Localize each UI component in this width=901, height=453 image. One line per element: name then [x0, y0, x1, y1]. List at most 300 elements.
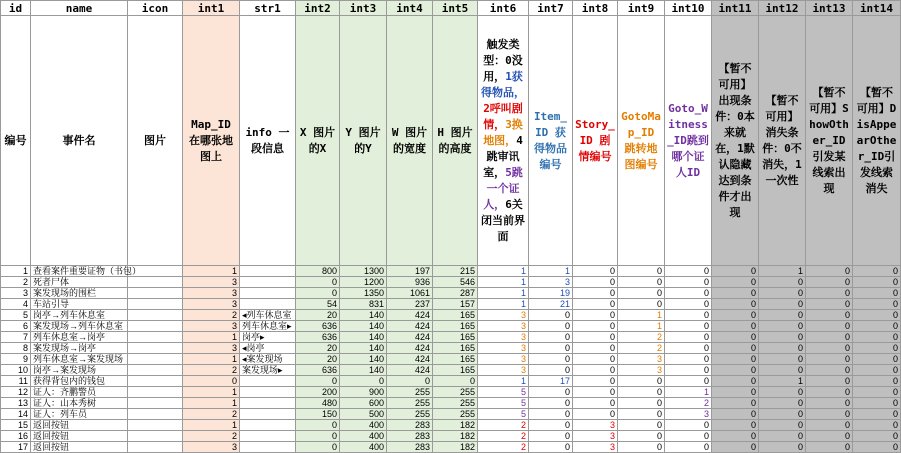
header-key-int12[interactable]: int12	[759, 1, 806, 16]
cell-int9[interactable]: 2	[618, 343, 665, 354]
cell-name[interactable]: 返回按钮	[31, 442, 128, 453]
cell-id[interactable]: 1	[1, 266, 31, 277]
cell-int7[interactable]: 21	[529, 299, 573, 310]
cell-int10[interactable]: 1	[665, 387, 712, 398]
cell-name[interactable]: 证人：齐鹏警员	[31, 387, 128, 398]
header-desc-int4[interactable]: W 图片的宽度	[387, 16, 433, 266]
cell-int12[interactable]: 0	[759, 431, 806, 442]
cell-id[interactable]: 17	[1, 442, 31, 453]
cell-int9[interactable]: 0	[618, 277, 665, 288]
cell-int5[interactable]: 546	[433, 277, 478, 288]
cell-int13[interactable]: 0	[806, 376, 853, 387]
cell-int7[interactable]: 0	[529, 332, 573, 343]
header-desc-int6[interactable]	[478, 16, 529, 266]
cell-int7[interactable]: 0	[529, 442, 573, 453]
header-key-int6[interactable]: int6	[478, 1, 529, 16]
cell-int13[interactable]: 0	[806, 321, 853, 332]
header-key-str1[interactable]: str1	[240, 1, 296, 16]
cell-int14[interactable]: 0	[853, 376, 901, 387]
header-key-int11[interactable]: int11	[712, 1, 759, 16]
cell-int6[interactable]: 3	[478, 354, 529, 365]
cell-int8[interactable]: 0	[573, 266, 618, 277]
cell-int5[interactable]: 215	[433, 266, 478, 277]
cell-int11[interactable]: 0	[712, 409, 759, 420]
cell-int3[interactable]: 1350	[340, 288, 387, 299]
cell-int4[interactable]: 424	[387, 332, 433, 343]
cell-int4[interactable]: 237	[387, 299, 433, 310]
header-key-int7[interactable]: int7	[529, 1, 573, 16]
cell-int4[interactable]: 283	[387, 431, 433, 442]
cell-int9[interactable]: 0	[618, 420, 665, 431]
cell-int14[interactable]: 0	[853, 398, 901, 409]
cell-icon[interactable]	[128, 365, 183, 376]
cell-name[interactable]: 列车休息室→岗亭	[31, 332, 128, 343]
cell-name[interactable]: 车站引导	[31, 299, 128, 310]
cell-int5[interactable]: 165	[433, 310, 478, 321]
cell-id[interactable]: 12	[1, 387, 31, 398]
cell-int8[interactable]: 3	[573, 420, 618, 431]
cell-int13[interactable]: 0	[806, 420, 853, 431]
cell-name[interactable]: 岗亭→列车休息室	[31, 310, 128, 321]
header-key-id[interactable]: id	[1, 1, 31, 16]
cell-icon[interactable]	[128, 277, 183, 288]
cell-int3[interactable]: 140	[340, 332, 387, 343]
cell-int2[interactable]: 0	[296, 288, 340, 299]
cell-int9[interactable]: 0	[618, 376, 665, 387]
cell-str1[interactable]	[240, 288, 296, 299]
cell-str1[interactable]: ◂案发现场	[240, 354, 296, 365]
cell-name[interactable]: 获得背包内的钱包	[31, 376, 128, 387]
cell-int5[interactable]: 165	[433, 332, 478, 343]
cell-int12[interactable]: 0	[759, 343, 806, 354]
cell-int8[interactable]: 0	[573, 288, 618, 299]
cell-str1[interactable]	[240, 277, 296, 288]
cell-int14[interactable]: 0	[853, 365, 901, 376]
cell-id[interactable]: 11	[1, 376, 31, 387]
cell-int1[interactable]: 2	[183, 365, 240, 376]
cell-int13[interactable]: 0	[806, 431, 853, 442]
cell-int1[interactable]: 2	[183, 310, 240, 321]
cell-int2[interactable]: 0	[296, 277, 340, 288]
cell-int4[interactable]: 424	[387, 343, 433, 354]
cell-int2[interactable]: 20	[296, 354, 340, 365]
cell-int4[interactable]: 255	[387, 398, 433, 409]
cell-int10[interactable]: 0	[665, 343, 712, 354]
cell-int10[interactable]: 0	[665, 321, 712, 332]
cell-int10[interactable]: 0	[665, 354, 712, 365]
cell-int5[interactable]: 182	[433, 431, 478, 442]
cell-icon[interactable]	[128, 332, 183, 343]
cell-int10[interactable]: 0	[665, 266, 712, 277]
cell-name[interactable]: 查看案件重要证物（书包）	[31, 266, 128, 277]
cell-int12[interactable]: 0	[759, 387, 806, 398]
cell-int8[interactable]: 0	[573, 343, 618, 354]
cell-int5[interactable]: 165	[433, 343, 478, 354]
cell-int8[interactable]: 0	[573, 409, 618, 420]
cell-int8[interactable]: 3	[573, 442, 618, 453]
cell-int11[interactable]: 0	[712, 343, 759, 354]
cell-int11[interactable]: 0	[712, 321, 759, 332]
cell-icon[interactable]	[128, 398, 183, 409]
cell-str1[interactable]	[240, 420, 296, 431]
cell-int9[interactable]: 0	[618, 288, 665, 299]
cell-int11[interactable]: 0	[712, 299, 759, 310]
cell-int14[interactable]: 0	[853, 409, 901, 420]
cell-name[interactable]: 死者尸体	[31, 277, 128, 288]
cell-int4[interactable]: 255	[387, 387, 433, 398]
cell-int14[interactable]: 0	[853, 442, 901, 453]
cell-int9[interactable]: 0	[618, 398, 665, 409]
cell-str1[interactable]	[240, 376, 296, 387]
cell-int12[interactable]: 1	[759, 266, 806, 277]
cell-int8[interactable]: 0	[573, 332, 618, 343]
cell-int6[interactable]: 1	[478, 277, 529, 288]
cell-icon[interactable]	[128, 420, 183, 431]
cell-int13[interactable]: 0	[806, 310, 853, 321]
cell-int9[interactable]: 3	[618, 354, 665, 365]
cell-int5[interactable]: 287	[433, 288, 478, 299]
cell-int3[interactable]: 1200	[340, 277, 387, 288]
cell-int5[interactable]: 165	[433, 354, 478, 365]
cell-int5[interactable]: 255	[433, 398, 478, 409]
cell-int4[interactable]: 424	[387, 310, 433, 321]
cell-int6[interactable]: 2	[478, 431, 529, 442]
cell-int4[interactable]: 424	[387, 354, 433, 365]
header-key-int8[interactable]: int8	[573, 1, 618, 16]
header-desc-int7[interactable]: Item_ID 获得物品编号	[529, 16, 573, 266]
cell-id[interactable]: 14	[1, 409, 31, 420]
header-desc-id[interactable]: 编号	[1, 16, 31, 266]
cell-str1[interactable]: 列车休息室▸	[240, 321, 296, 332]
cell-int14[interactable]: 0	[853, 420, 901, 431]
header-desc-int11[interactable]: 【暂不可用】出现条件：0本来就在，1默认隐藏达到条件才出现	[712, 16, 759, 266]
cell-int10[interactable]: 0	[665, 332, 712, 343]
cell-int1[interactable]: 1	[183, 420, 240, 431]
cell-int10[interactable]: 0	[665, 288, 712, 299]
cell-int2[interactable]: 636	[296, 332, 340, 343]
header-desc-int10[interactable]: Goto_Witness_ID跳到哪个证人ID	[665, 16, 712, 266]
cell-int4[interactable]: 283	[387, 420, 433, 431]
cell-int12[interactable]: 1	[759, 376, 806, 387]
cell-id[interactable]: 7	[1, 332, 31, 343]
cell-int12[interactable]: 0	[759, 409, 806, 420]
cell-int3[interactable]: 400	[340, 431, 387, 442]
cell-int14[interactable]: 0	[853, 387, 901, 398]
cell-int11[interactable]: 0	[712, 365, 759, 376]
cell-int9[interactable]: 0	[618, 409, 665, 420]
cell-int14[interactable]: 0	[853, 321, 901, 332]
cell-icon[interactable]	[128, 321, 183, 332]
header-desc-int8[interactable]: Story_ID 剧情编号	[573, 16, 618, 266]
cell-int9[interactable]: 0	[618, 266, 665, 277]
cell-int2[interactable]: 480	[296, 398, 340, 409]
cell-int13[interactable]: 0	[806, 365, 853, 376]
cell-int11[interactable]: 0	[712, 431, 759, 442]
header-desc-icon[interactable]: 图片	[128, 16, 183, 266]
cell-int3[interactable]: 500	[340, 409, 387, 420]
cell-int2[interactable]: 20	[296, 310, 340, 321]
header-desc-int1[interactable]: Map_ID 在哪张地图上	[183, 16, 240, 266]
cell-int8[interactable]: 0	[573, 376, 618, 387]
cell-int3[interactable]: 600	[340, 398, 387, 409]
cell-icon[interactable]	[128, 431, 183, 442]
cell-int13[interactable]: 0	[806, 398, 853, 409]
cell-int2[interactable]: 54	[296, 299, 340, 310]
cell-int2[interactable]: 636	[296, 365, 340, 376]
cell-int7[interactable]: 19	[529, 288, 573, 299]
cell-name[interactable]: 证人：山本秀树	[31, 398, 128, 409]
cell-name[interactable]: 岗亭→案发现场	[31, 365, 128, 376]
cell-int3[interactable]: 140	[340, 310, 387, 321]
cell-int2[interactable]: 636	[296, 321, 340, 332]
cell-int2[interactable]: 20	[296, 343, 340, 354]
cell-int4[interactable]: 197	[387, 266, 433, 277]
cell-name[interactable]: 返回按钮	[31, 420, 128, 431]
cell-int3[interactable]: 400	[340, 442, 387, 453]
cell-int14[interactable]: 0	[853, 354, 901, 365]
cell-int2[interactable]: 0	[296, 420, 340, 431]
header-desc-name[interactable]: 事件名	[31, 16, 128, 266]
cell-int11[interactable]: 0	[712, 354, 759, 365]
cell-icon[interactable]	[128, 299, 183, 310]
cell-int8[interactable]: 0	[573, 387, 618, 398]
cell-int9[interactable]: 0	[618, 387, 665, 398]
cell-int12[interactable]: 0	[759, 420, 806, 431]
cell-str1[interactable]	[240, 409, 296, 420]
cell-int13[interactable]: 0	[806, 277, 853, 288]
header-desc-int12[interactable]: 【暂不可用】消失条件：0不消失，1一次性	[759, 16, 806, 266]
cell-int5[interactable]: 182	[433, 442, 478, 453]
cell-id[interactable]: 5	[1, 310, 31, 321]
cell-int11[interactable]: 0	[712, 332, 759, 343]
cell-int9[interactable]: 0	[618, 431, 665, 442]
header-desc-str1[interactable]: info 一段信息	[240, 16, 296, 266]
cell-icon[interactable]	[128, 310, 183, 321]
cell-int1[interactable]: 1	[183, 332, 240, 343]
cell-str1[interactable]	[240, 442, 296, 453]
cell-int7[interactable]: 0	[529, 354, 573, 365]
cell-int1[interactable]: 3	[183, 442, 240, 453]
cell-int7[interactable]: 0	[529, 409, 573, 420]
cell-int7[interactable]: 0	[529, 431, 573, 442]
cell-int10[interactable]: 2	[665, 398, 712, 409]
cell-int11[interactable]: 0	[712, 387, 759, 398]
cell-name[interactable]: 证人：列车员	[31, 409, 128, 420]
cell-int3[interactable]: 140	[340, 354, 387, 365]
cell-int8[interactable]: 0	[573, 365, 618, 376]
cell-int14[interactable]: 0	[853, 277, 901, 288]
header-key-int13[interactable]: int13	[806, 1, 853, 16]
cell-name[interactable]: 返回按钮	[31, 431, 128, 442]
cell-id[interactable]: 4	[1, 299, 31, 310]
cell-str1[interactable]: 岗亭▸	[240, 332, 296, 343]
cell-int5[interactable]: 157	[433, 299, 478, 310]
cell-int3[interactable]: 140	[340, 321, 387, 332]
cell-int4[interactable]: 424	[387, 321, 433, 332]
cell-int14[interactable]: 0	[853, 310, 901, 321]
cell-int7[interactable]: 1	[529, 266, 573, 277]
cell-int4[interactable]: 1061	[387, 288, 433, 299]
cell-int6[interactable]: 5	[478, 409, 529, 420]
cell-id[interactable]: 16	[1, 431, 31, 442]
cell-int9[interactable]: 0	[618, 442, 665, 453]
header-key-int9[interactable]: int9	[618, 1, 665, 16]
cell-str1[interactable]	[240, 387, 296, 398]
cell-int11[interactable]: 0	[712, 442, 759, 453]
cell-int1[interactable]: 0	[183, 376, 240, 387]
cell-int14[interactable]: 0	[853, 332, 901, 343]
cell-int11[interactable]: 0	[712, 420, 759, 431]
cell-int9[interactable]: 2	[618, 332, 665, 343]
cell-int4[interactable]: 424	[387, 365, 433, 376]
cell-int11[interactable]: 0	[712, 266, 759, 277]
cell-int3[interactable]: 140	[340, 343, 387, 354]
cell-int14[interactable]: 0	[853, 431, 901, 442]
cell-name[interactable]: 列车休息室→案发现场	[31, 354, 128, 365]
cell-str1[interactable]	[240, 431, 296, 442]
cell-id[interactable]: 8	[1, 343, 31, 354]
cell-int14[interactable]: 0	[853, 299, 901, 310]
cell-id[interactable]: 15	[1, 420, 31, 431]
cell-int9[interactable]: 0	[618, 299, 665, 310]
cell-int6[interactable]: 3	[478, 321, 529, 332]
cell-int12[interactable]: 0	[759, 354, 806, 365]
cell-str1[interactable]	[240, 398, 296, 409]
cell-icon[interactable]	[128, 409, 183, 420]
cell-int10[interactable]: 0	[665, 431, 712, 442]
cell-int13[interactable]: 0	[806, 299, 853, 310]
cell-int13[interactable]: 0	[806, 332, 853, 343]
cell-int9[interactable]: 3	[618, 365, 665, 376]
cell-str1[interactable]	[240, 299, 296, 310]
header-key-int3[interactable]: int3	[340, 1, 387, 16]
cell-icon[interactable]	[128, 288, 183, 299]
cell-int4[interactable]: 283	[387, 442, 433, 453]
header-desc-int3[interactable]: Y 图片的Y	[340, 16, 387, 266]
cell-int2[interactable]: 0	[296, 431, 340, 442]
cell-int2[interactable]: 200	[296, 387, 340, 398]
cell-int4[interactable]: 0	[387, 376, 433, 387]
cell-int2[interactable]: 0	[296, 442, 340, 453]
cell-int10[interactable]: 0	[665, 299, 712, 310]
cell-int10[interactable]: 0	[665, 277, 712, 288]
cell-int1[interactable]: 2	[183, 431, 240, 442]
cell-int7[interactable]: 0	[529, 387, 573, 398]
cell-int12[interactable]: 0	[759, 365, 806, 376]
cell-int4[interactable]: 255	[387, 409, 433, 420]
cell-str1[interactable]: ◂岗亭	[240, 343, 296, 354]
cell-int12[interactable]: 0	[759, 288, 806, 299]
cell-int6[interactable]: 2	[478, 420, 529, 431]
cell-int13[interactable]: 0	[806, 409, 853, 420]
header-key-int1[interactable]: int1	[183, 1, 240, 16]
header-desc-int13[interactable]: 【暂不可用】ShowOther_ID引发某线索出现	[806, 16, 853, 266]
cell-int13[interactable]: 0	[806, 442, 853, 453]
header-desc-int14[interactable]: 【暂不可用】DisAppearOther_ID引发线索消失	[853, 16, 901, 266]
cell-int11[interactable]: 0	[712, 398, 759, 409]
cell-id[interactable]: 10	[1, 365, 31, 376]
cell-name[interactable]: 案发现场的围栏	[31, 288, 128, 299]
cell-int8[interactable]: 3	[573, 431, 618, 442]
cell-int13[interactable]: 0	[806, 343, 853, 354]
cell-int7[interactable]: 0	[529, 420, 573, 431]
cell-int12[interactable]: 0	[759, 310, 806, 321]
cell-id[interactable]: 2	[1, 277, 31, 288]
cell-int7[interactable]: 3	[529, 277, 573, 288]
cell-int1[interactable]: 3	[183, 277, 240, 288]
cell-id[interactable]: 9	[1, 354, 31, 365]
cell-int3[interactable]: 831	[340, 299, 387, 310]
cell-id[interactable]: 6	[1, 321, 31, 332]
cell-int4[interactable]: 936	[387, 277, 433, 288]
cell-int3[interactable]: 400	[340, 420, 387, 431]
header-key-int5[interactable]: int5	[433, 1, 478, 16]
cell-int6[interactable]: 2	[478, 442, 529, 453]
cell-int13[interactable]: 0	[806, 266, 853, 277]
cell-int10[interactable]: 0	[665, 310, 712, 321]
cell-str1[interactable]	[240, 266, 296, 277]
cell-int8[interactable]: 0	[573, 354, 618, 365]
cell-int12[interactable]: 0	[759, 332, 806, 343]
cell-int1[interactable]: 3	[183, 321, 240, 332]
cell-int8[interactable]: 0	[573, 299, 618, 310]
cell-int7[interactable]: 0	[529, 343, 573, 354]
cell-int9[interactable]: 1	[618, 321, 665, 332]
cell-int6[interactable]: 3	[478, 310, 529, 321]
header-desc-int5[interactable]: H 图片的高度	[433, 16, 478, 266]
cell-int10[interactable]: 0	[665, 365, 712, 376]
cell-int10[interactable]: 3	[665, 409, 712, 420]
cell-int2[interactable]: 0	[296, 376, 340, 387]
cell-int7[interactable]: 0	[529, 398, 573, 409]
cell-name[interactable]: 案发现场→岗亭	[31, 343, 128, 354]
cell-int14[interactable]: 0	[853, 343, 901, 354]
cell-str1[interactable]: ◂列车休息室	[240, 310, 296, 321]
cell-int7[interactable]: 0	[529, 365, 573, 376]
cell-int1[interactable]: 1	[183, 266, 240, 277]
header-desc-int9[interactable]: GotoMap_ID 跳转地图编号	[618, 16, 665, 266]
cell-int5[interactable]: 165	[433, 321, 478, 332]
cell-int1[interactable]: 1	[183, 398, 240, 409]
cell-int6[interactable]: 3	[478, 365, 529, 376]
cell-int9[interactable]: 1	[618, 310, 665, 321]
cell-icon[interactable]	[128, 442, 183, 453]
cell-int8[interactable]: 0	[573, 398, 618, 409]
cell-int6[interactable]: 1	[478, 266, 529, 277]
cell-int12[interactable]: 0	[759, 277, 806, 288]
cell-int3[interactable]: 1300	[340, 266, 387, 277]
cell-icon[interactable]	[128, 354, 183, 365]
cell-int7[interactable]: 0	[529, 321, 573, 332]
cell-int5[interactable]: 165	[433, 365, 478, 376]
cell-int12[interactable]: 0	[759, 299, 806, 310]
cell-int1[interactable]: 1	[183, 387, 240, 398]
cell-id[interactable]: 13	[1, 398, 31, 409]
cell-int8[interactable]: 0	[573, 321, 618, 332]
cell-int1[interactable]: 1	[183, 354, 240, 365]
cell-int11[interactable]: 0	[712, 376, 759, 387]
cell-int5[interactable]: 255	[433, 387, 478, 398]
cell-int1[interactable]: 3	[183, 288, 240, 299]
cell-int11[interactable]: 0	[712, 288, 759, 299]
header-key-int14[interactable]: int14	[853, 1, 901, 16]
cell-str1[interactable]: 案发现场▸	[240, 365, 296, 376]
cell-int2[interactable]: 150	[296, 409, 340, 420]
header-key-name[interactable]: name	[31, 1, 128, 16]
cell-int1[interactable]: 3	[183, 343, 240, 354]
cell-int6[interactable]: 1	[478, 299, 529, 310]
header-key-int2[interactable]: int2	[296, 1, 340, 16]
